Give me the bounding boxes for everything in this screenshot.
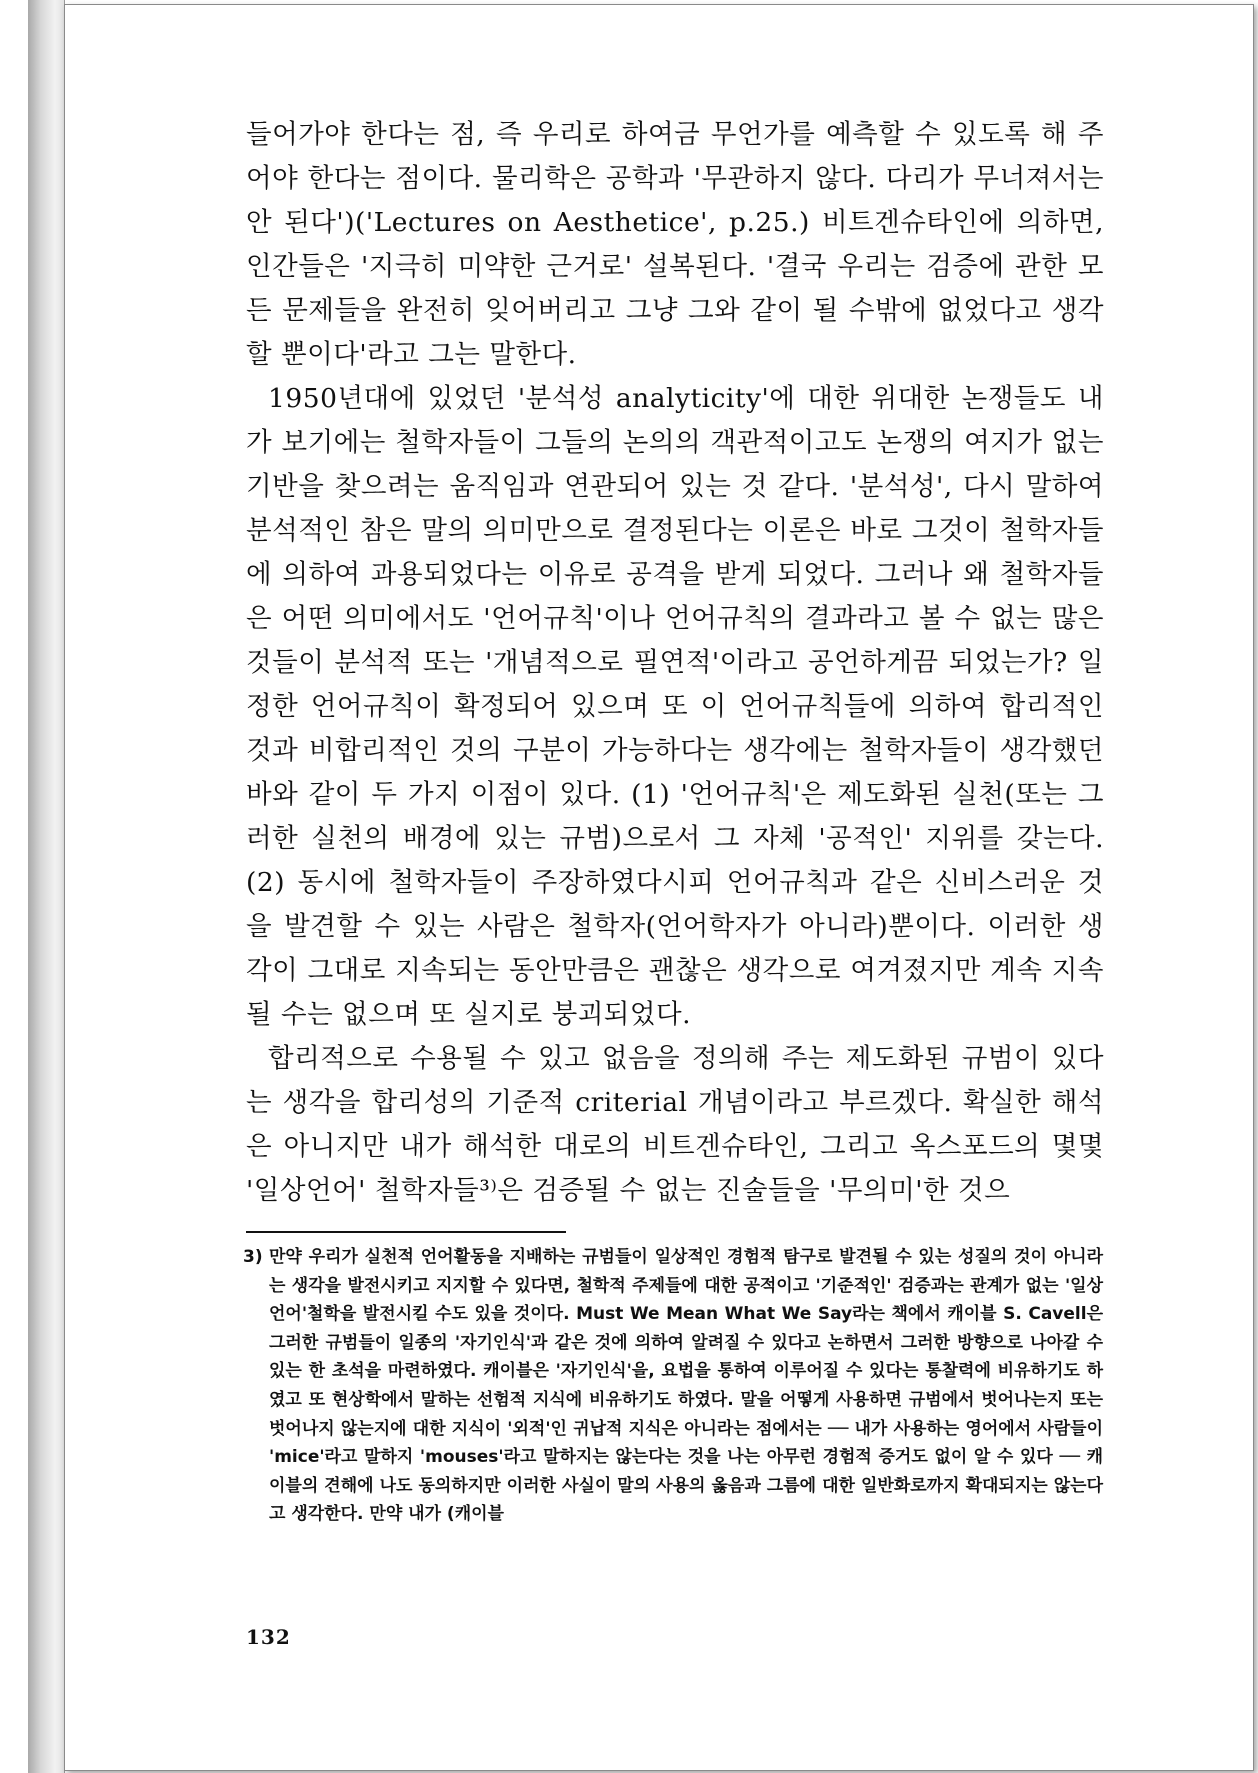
footnote-number: 3) [243,1247,263,1267]
paragraph-2: 1950년대에 있었던 '분석성 analyticity'에 대한 위대한 논쟁들도 내가 보기에는 철학자들이 그들의 논의의 객관적이고도 논쟁의 여지가 없는 기반을 찾으려는 움직임과 연관되어 있는 것 같다. '분석성', 다시 말하여 분석적인 참은 말의 의미만으로 결정된다는 이론은 바로 그것이 철학자들에 의하여 과용되었다는 이유로 공격을 받게 되었다. 그러나 왜 철학자들은 어떤 의미에서도 '언어규칙'이나 언어규칙의 결과라고 볼 수 없는 많은 것들이 분석적 또는 '개념적으로 필연적'이라고 공언하게끔 되었는가? 일정한 언어규칙이 확정되어 있으며 또 이 언어규칙들에 의하여 합리적인 것과 비합리적인 것의 구분이 가능하다는 생각에는 철학자들이 생각했던 바와 같이 두 가지 이점이 있다. (1) '언어규칙'은 제도화된 실천(또는 그러한 실천의 배경에 있는 규범)으로서 그 자체 '공적인' 지위를 갖는다. (2) 동시에 철학자들이 주장하였다시피 언어규칙과 같은 신비스러운 것을 발견할 수 있는 사람은 철학자(언어학자가 아니라)뿐이다. 이러한 생각이 그대로 지속되는 동안만큼은 괜찮은 생각으로 여겨졌지만 계속 지속될 수는 없으며 또 실지로 붕괴되었다. [246,383,1104,1030]
footnote [243,1243,1103,1529]
page [64,4,1254,1771]
paragraph-1: 들어가야 한다는 점, 즉 우리로 하여금 무언가를 예측할 수 있도록 해 주어야 한다는 점이다. 물리학은 공학과 '무관하지 않다. 다리가 무너져서는 안 된다')('Lectures on Aesthetice', p.25.) 비트겐슈타인에 의하면, 인간들은 '지극히 미약한 근거로' 설복된다. '결국 우리는 검증에 관한 모든 문제들을 완전히 잊어버리고 그냥 그와 같이 될 수밖에 없었다고 생각할 뿐이다'라고 그는 말한다. [246,119,1104,370]
paragraph-3: 합리적으로 수용될 수 있고 없음을 정의해 주는 제도화된 규범이 있다는 생각을 합리성의 기준적 criterial 개념이라고 부르겠다. 확실한 해석은 아니지만 내가 해석한 대로의 비트겐슈타인, 그리고 옥스포드의 몇몇 '일상언어' 철학자들³⁾은 검증될 수 없는 진술들을 '무의미'한 것으 [246,1043,1104,1206]
book-spine [28,0,65,1773]
book [28,0,1258,1773]
footnote-separator [246,1231,566,1233]
footnote-text: 만약 우리가 실천적 언어활동을 지배하는 규범들이 일상적인 경험적 탐구로 발견될 수 있는 성질의 것이 아니라는 생각을 발전시키고 지지할 수 있다면, 철학적 주제들에 대한 공적이고 '기준적인' 검증과는 관계가 없는 '일상언어'철학을 발전시킬 수도 있을 것이다. Must We Mean What We Say라는 책에서 캐이블 S. Cavell은 그러한 규범들이 일종의 '자기인식'과 같은 것에 의하여 알려질 수 있다고 논하면서 그러한 방향으로 나아갈 수 있는 한 초석을 마련하였다. 캐이블은 '자기인식'을, 요법을 통하여 이루어질 수 있다는 통찰력에 비유하기도 하였고 또 현상학에서 말하는 선험적 지식에 비유하기도 하였다. 말을 어떻게 사용하면 규범에서 벗어나는지 또는 벗어나지 않는지에 대한 지식이 '외적'인 귀납적 지식은 아니라는 점에서는 ── 내가 사용하는 영어에서 사람들이 'mice'라고 말하지 'mouses'라고 말하지는 않는다는 것을 나는 아무런 경험적 증거도 없이 알 수 있다 ── 캐이블의 견해에 나도 동의하지만 이러한 사실이 말의 사용의 옳음과 그름에 대한 일반화로까지 확대되지는 않는다고 생각한다. 만약 내가 (캐이블 [269,1247,1103,1525]
page-number: 132 [246,1625,291,1649]
body-text [246,113,1104,1213]
